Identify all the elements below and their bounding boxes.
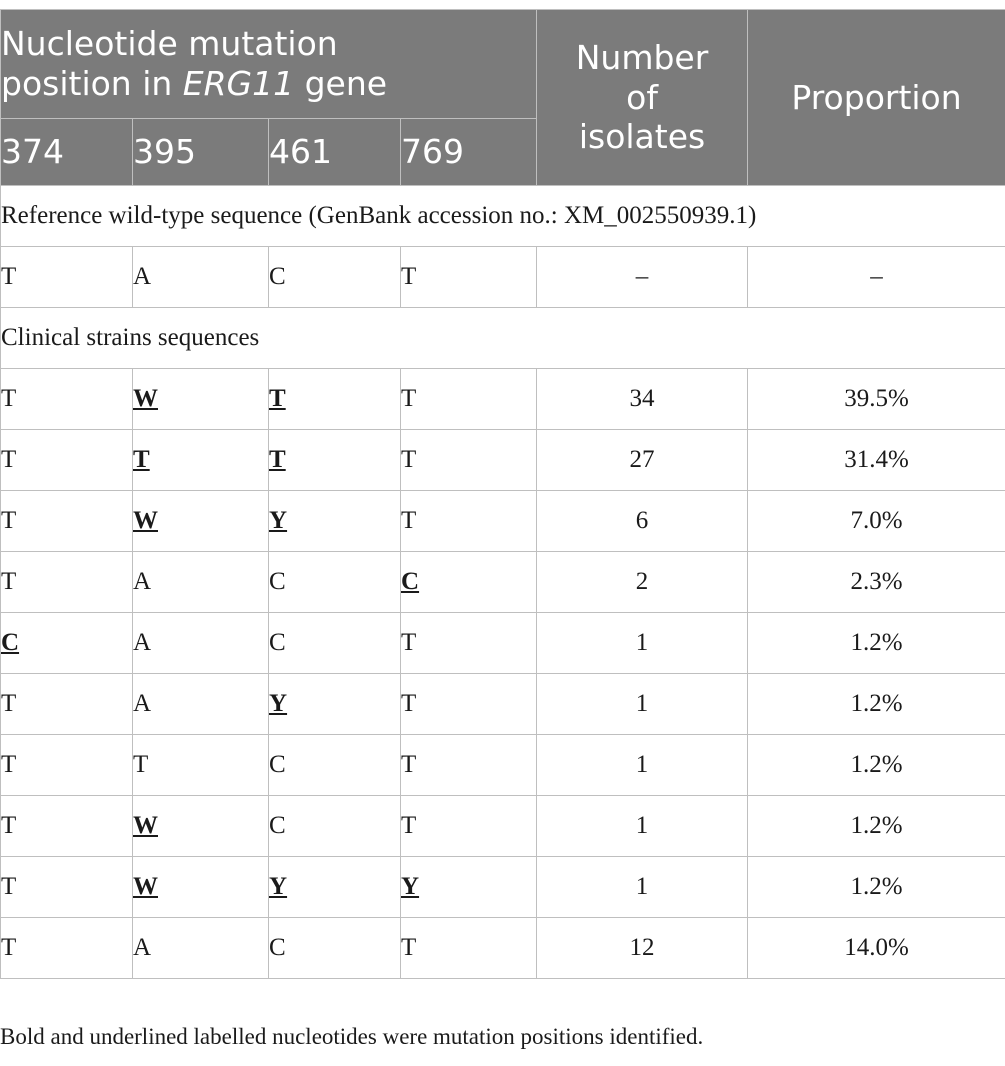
nucleotide-cell: C	[269, 247, 401, 308]
nucleotide-cell	[1, 552, 133, 613]
nucleotide-cell	[269, 491, 401, 552]
nucleotide-cell	[401, 735, 537, 796]
section-row-reference	[1, 186, 1005, 247]
table-body	[1, 186, 1005, 979]
mutation-mark: W	[133, 385, 158, 412]
nucleotide-cell	[133, 369, 269, 430]
nucleotide-cell	[269, 552, 401, 613]
nucleotide-cell	[1, 613, 133, 674]
isolate-count: 2	[537, 552, 748, 613]
nucleotide-value: C	[269, 934, 286, 961]
table-row	[1, 613, 1005, 674]
table-row	[1, 430, 1005, 491]
position-header: 395	[133, 119, 269, 186]
nucleotide-cell	[401, 430, 537, 491]
isolate-count: 1	[537, 796, 748, 857]
clinical-title: Clinical strains sequences	[1, 308, 1005, 369]
nucleotide-value: T	[1, 751, 17, 778]
isolate-count: 1	[537, 613, 748, 674]
mutation-mark: W	[133, 812, 158, 839]
nucleotide-cell	[269, 613, 401, 674]
nucleotide-cell	[1, 369, 133, 430]
isolates-header: Number of isolates	[537, 10, 748, 186]
nucleotide-value: C	[269, 812, 286, 839]
nucleotide-value: C	[269, 568, 286, 595]
table-row	[1, 796, 1005, 857]
nucleotide-cell	[269, 674, 401, 735]
nucleotide-cell	[133, 674, 269, 735]
mutation-mark: W	[133, 507, 158, 534]
nucleotide-cell	[401, 857, 537, 918]
gene-name: ERG11	[182, 64, 295, 103]
nucleotide-value: T	[1, 507, 17, 534]
nucleotide-cell	[401, 552, 537, 613]
table-row	[1, 491, 1005, 552]
nucleotide-value: C	[269, 629, 286, 656]
nucleotide-value: T	[401, 385, 417, 412]
nucleotide-value: T	[1, 446, 17, 473]
proportion-value: –	[748, 247, 1005, 308]
table-header	[1, 10, 1005, 186]
table-row	[1, 857, 1005, 918]
table-row	[1, 918, 1005, 979]
nucleotide-cell	[269, 918, 401, 979]
table-row	[1, 552, 1005, 613]
nucleotide-cell	[269, 369, 401, 430]
mutation-mark: Y	[269, 690, 288, 717]
nucleotide-cell: T	[1, 247, 133, 308]
nucleotide-value: A	[133, 629, 152, 656]
nucleotide-cell	[1, 430, 133, 491]
nucleotide-value: A	[133, 568, 152, 595]
nucleotide-value: A	[133, 934, 152, 961]
nucleotide-cell	[1, 918, 133, 979]
nucleotide-value: T	[133, 751, 149, 778]
table-footnote: Bold and underlined labelled nucleotides were mutation positions identified.	[0, 1024, 704, 1049]
reference-title: Reference wild-type sequence (GenBank accession no.: XM_002550939.1)	[1, 186, 1005, 247]
nucleotide-value: T	[401, 690, 417, 717]
nucleotide-cell	[401, 613, 537, 674]
proportion-header: Proportion	[748, 10, 1005, 186]
proportion-value: 1.2%	[748, 796, 1005, 857]
section-row-clinical	[1, 308, 1005, 369]
nucleotide-cell	[1, 735, 133, 796]
proportion-value: 14.0%	[748, 918, 1005, 979]
nucleotide-value: T	[401, 507, 417, 534]
proportion-value: 1.2%	[748, 613, 1005, 674]
nucleotide-cell	[269, 735, 401, 796]
mutation-table	[0, 9, 1005, 979]
nucleotide-cell	[133, 857, 269, 918]
isolate-count: –	[537, 247, 748, 308]
nucleotide-value: C	[269, 751, 286, 778]
nucleotide-cell	[133, 552, 269, 613]
nucleotide-cell	[1, 491, 133, 552]
nucleotide-cell: T	[401, 247, 537, 308]
table-row	[1, 369, 1005, 430]
isolate-count: 1	[537, 674, 748, 735]
nucleotide-cell	[1, 796, 133, 857]
nucleotide-value: T	[401, 629, 417, 656]
nucleotide-cell	[133, 613, 269, 674]
isolate-count: 1	[537, 735, 748, 796]
mutation-mark: T	[133, 446, 150, 473]
isolate-count: 1	[537, 857, 748, 918]
table-row	[1, 735, 1005, 796]
proportion-value: 2.3%	[748, 552, 1005, 613]
nucleotide-cell	[1, 857, 133, 918]
nucleotide-cell	[133, 918, 269, 979]
mutation-mark: C	[401, 568, 420, 595]
proportion-value: 31.4%	[748, 430, 1005, 491]
nucleotide-cell	[401, 491, 537, 552]
isolate-count: 6	[537, 491, 748, 552]
nucleotide-cell	[401, 918, 537, 979]
nucleotide-value: T	[1, 873, 17, 900]
isolate-count: 12	[537, 918, 748, 979]
position-header: 461	[269, 119, 401, 186]
nucleotide-cell	[133, 735, 269, 796]
mutation-mark: Y	[269, 873, 288, 900]
nucleotide-cell	[401, 796, 537, 857]
nucleotide-value: T	[1, 934, 17, 961]
proportion-value: 1.2%	[748, 857, 1005, 918]
nucleotide-value: A	[133, 690, 152, 717]
mutation-mark: Y	[401, 873, 420, 900]
mutation-mark: W	[133, 873, 158, 900]
nucleotide-value: T	[401, 812, 417, 839]
nucleotide-value: T	[401, 751, 417, 778]
nucleotide-cell	[133, 491, 269, 552]
reference-row	[1, 247, 1005, 308]
nucleotide-value: T	[401, 446, 417, 473]
nucleotide-value: T	[1, 385, 17, 412]
mutation-mark: T	[269, 446, 286, 473]
nucleotide-cell: A	[133, 247, 269, 308]
nucleotide-cell	[133, 796, 269, 857]
nucleotide-cell	[133, 430, 269, 491]
position-header: 374	[1, 119, 133, 186]
nucleotide-cell	[269, 857, 401, 918]
table-row	[1, 674, 1005, 735]
isolate-count: 27	[537, 430, 748, 491]
mutation-mark: Y	[269, 507, 288, 534]
nucleotide-cell	[269, 430, 401, 491]
mutation-mark: C	[1, 629, 20, 656]
nucleotide-cell	[401, 369, 537, 430]
proportion-value: 1.2%	[748, 674, 1005, 735]
nucleotide-value: T	[401, 934, 417, 961]
nucleotide-value: T	[1, 812, 17, 839]
nucleotide-cell	[1, 674, 133, 735]
nucleotide-cell	[269, 796, 401, 857]
mutation-position-header: Nucleotide mutation position in ERG11 gene	[1, 10, 537, 119]
mutation-mark: T	[269, 385, 286, 412]
proportion-value: 39.5%	[748, 369, 1005, 430]
isolate-count: 34	[537, 369, 748, 430]
nucleotide-value: T	[1, 568, 17, 595]
position-header: 769	[401, 119, 537, 186]
proportion-value: 7.0%	[748, 491, 1005, 552]
proportion-value: 1.2%	[748, 735, 1005, 796]
nucleotide-value: T	[1, 690, 17, 717]
nucleotide-cell	[401, 674, 537, 735]
